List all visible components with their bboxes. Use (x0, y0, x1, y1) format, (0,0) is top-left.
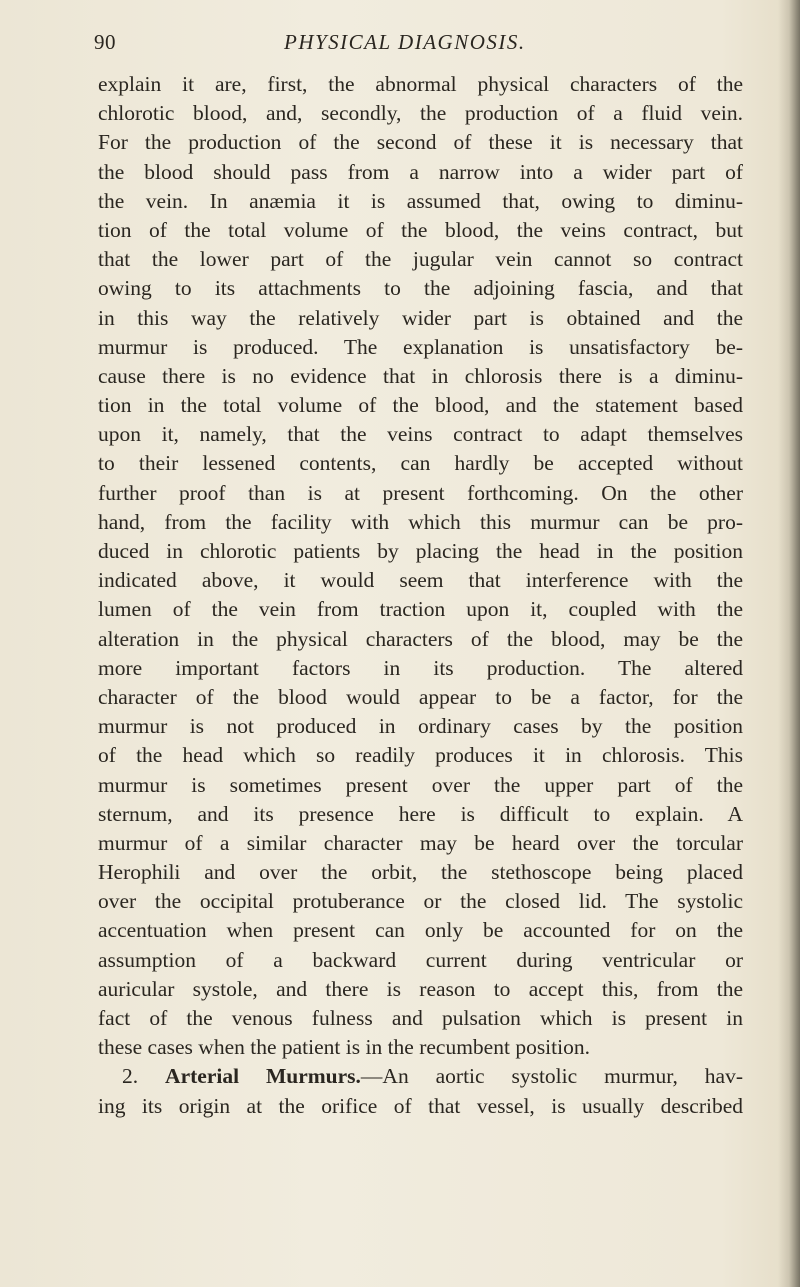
text-line: upon it, namely, that the veins contract to adapt themselves (98, 422, 743, 447)
text-line: auricular systole, and there is reason to accept this, from the (98, 976, 743, 1001)
section-first-line (98, 1062, 743, 1091)
text-line: murmur is produced. The explanation is unsatisfactory be- (98, 334, 743, 359)
text-line: assumption of a backward current during ventricular or (98, 947, 743, 972)
text-line: in this way the relatively wider part is obtained and the (98, 305, 743, 330)
text-line: more important factors in its production. The altered (98, 655, 743, 680)
text-line: sternum, and its presence here is difficult to explain. A (98, 801, 743, 826)
body-text (98, 70, 743, 1121)
text-line: ing its origin at the orifice of that vessel, is usually described (98, 1093, 743, 1118)
text-line: owing to its attachments to the adjoining fascia, and that (98, 276, 743, 301)
text-line: For the production of the second of these it is necessary that (98, 130, 743, 155)
text-line: further proof than is at present forthcoming. On the other (98, 480, 743, 505)
text-line: explain it are, first, the abnormal physical characters of the (98, 72, 743, 96)
text-line: Herophili and over the orbit, the stethoscope being placed (98, 860, 743, 885)
text-line: to their lessened contents, can hardly be accepted without (98, 451, 743, 476)
text-line: tion of the total volume of the blood, the veins contract, but (98, 217, 743, 242)
text-line: character of the blood would appear to be a factor, for the (98, 684, 743, 709)
text-line: alteration in the physical characters of the blood, may be the (98, 626, 743, 651)
text-line: murmur is sometimes present over the upper part of the (98, 772, 743, 797)
text-line: accentuation when present can only be accounted for on the (98, 918, 743, 943)
section-number: 2. (122, 1064, 139, 1089)
section-first-line-text: —An aortic systolic murmur, hav- (360, 1064, 743, 1089)
page-edge-shadow (778, 0, 800, 1287)
page-number: 90 (94, 30, 116, 54)
text-line: over the occipital protuberance or the closed lid. The systolic (98, 889, 743, 914)
text-line: fact of the venous fulness and pulsation which is present in (98, 1006, 743, 1030)
text-line: the vein. In anæmia it is assumed that, owing to diminu- (98, 188, 743, 213)
text-line: duced in chlorotic patients by placing the head in the position (98, 539, 743, 563)
running-head: PHYSICAL DIAGNOSIS. (284, 30, 526, 54)
text-line: these cases when the patient is in the recumbent position. (98, 1035, 590, 1060)
section-heading: Arterial Murmurs. (165, 1064, 361, 1089)
text-line: murmur is not produced in ordinary cases by the position (98, 714, 743, 739)
text-line: that the lower part of the jugular vein cannot so contract (98, 247, 743, 272)
text-line: of the head which so readily produces it in chlorosis. This (98, 743, 743, 768)
page-header (94, 30, 744, 60)
text-line: the blood should pass from a narrow into a wider part of (98, 159, 743, 184)
text-line: indicated above, it would seem that interference with the (98, 568, 743, 593)
text-line: cause there is no evidence that in chlorosis there is a diminu- (98, 363, 743, 388)
text-line: murmur of a similar character may be heard over the torcular (98, 830, 743, 855)
text-line: tion in the total volume of the blood, and the statement based (98, 393, 743, 418)
text-line: lumen of the vein from traction upon it, coupled with the (98, 597, 743, 622)
text-line: hand, from the facility with which this murmur can be pro- (98, 509, 743, 534)
text-line: chlorotic blood, and, secondly, the production of a fluid vein. (98, 101, 743, 126)
